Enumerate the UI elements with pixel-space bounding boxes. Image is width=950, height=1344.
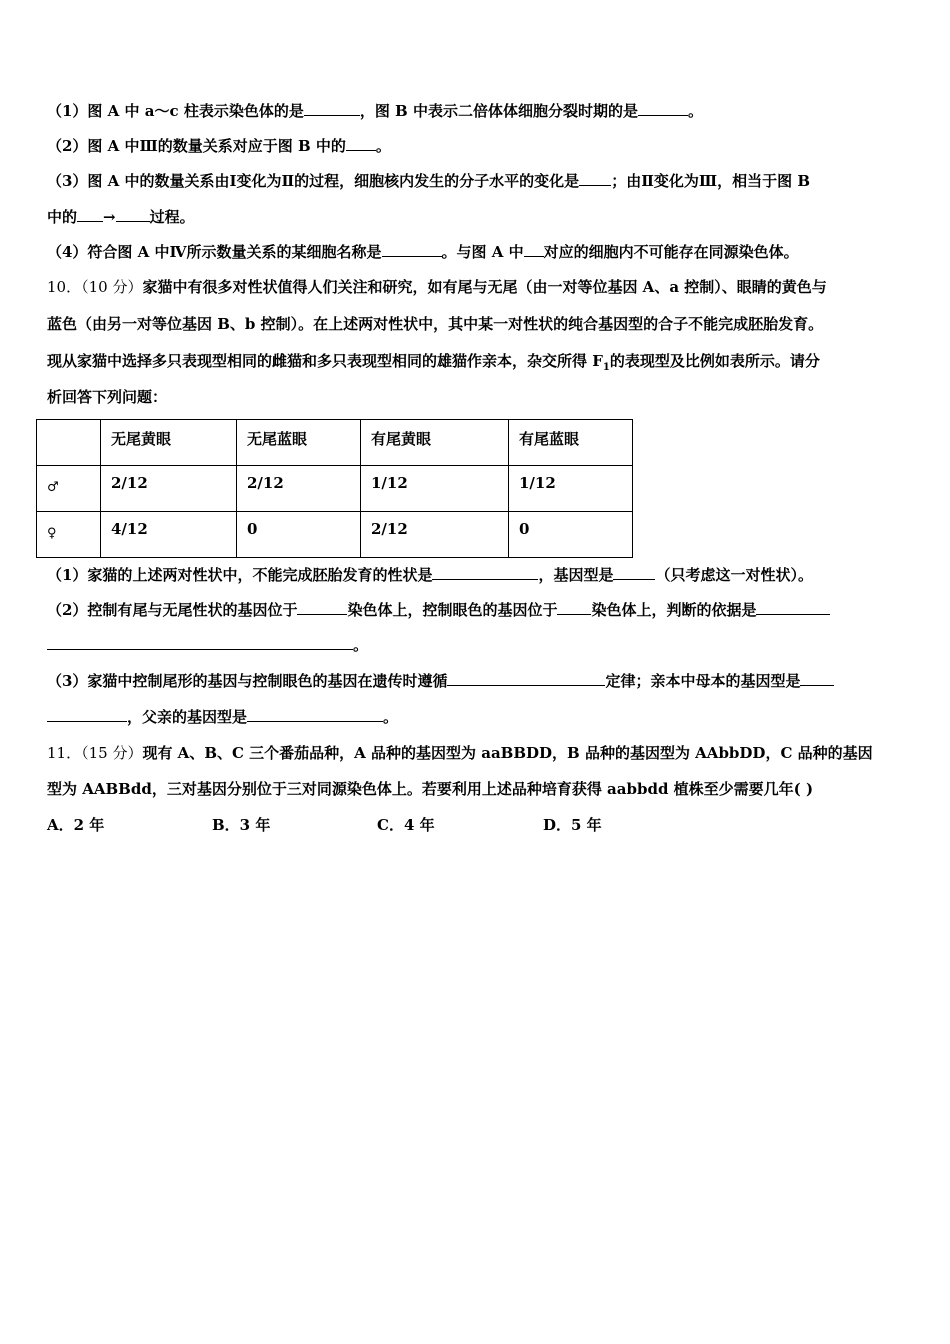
table-cell: 4/12 [101,512,237,558]
q9-part2: （2）图 A 中Ⅲ的数量关系对应于图 B 中的 。 [47,137,391,155]
q9-part3: （3）图 A 中的数量关系由Ⅰ变化为Ⅱ的过程，细胞核内发生的分子水平的变化是 ；由Ⅱ变化为Ⅲ，相当于图 B [47,172,810,190]
table-cell: 1/12 [509,466,633,512]
table-cell: 1/12 [361,466,509,512]
q11-option-c[interactable]: C．4 年 [377,816,435,834]
q11-stem-line2: 型为 AABBdd，三对基因分别位于三对同源染色体上。若要利用上述品种培育获得 aabbdd 植株至少需要几年( ) [47,780,814,798]
q10-number: 10．（10 分） [47,278,143,296]
female-symbol: ♀ [37,512,101,558]
table-cell: 2/12 [237,466,361,512]
q11-option-d[interactable]: D．5 年 [543,816,602,834]
q10-sub3-cont: ，父亲的基因型是 。 [47,706,398,728]
table-header-row [37,420,633,466]
q11-option-a[interactable]: A．2 年 [47,816,105,834]
table-header-cell [37,420,101,466]
male-symbol: ♂ [37,466,101,512]
q11-stem-line1: 11．（15 分）现有 A、B、C 三个番茄品种，A 品种的基因型为 aaBBDD，B 品种的基因型为 AAbbDD，C 品种的基因 [47,744,873,762]
q10-sub2-cont: 。 [47,634,368,656]
q10-sub3: （3）家猫中控制尾形的基因与控制眼色的基因在遗传时遵循 定律；亲本中母本的基因型是 [47,670,834,692]
table-cell: 2/12 [361,512,509,558]
q10-stem-line3: 现从家猫中选择多只表现型相同的雌猫和多只表现型相同的雄猫作亲本，杂交所得 $F_1$的表现型及比例如表所示。请分 [47,352,820,373]
q10-stem-line4: 析回答下列问题： [47,388,168,406]
phenotype-table [36,419,633,558]
table-cell: 0 [509,512,633,558]
table-row [37,466,633,512]
table-header-cell: 有尾黄眼 [361,420,509,466]
q10-stem-line1: 10．（10 分）家猫中有很多对性状值得人们关注和研究，如有尾与无尾（由一对等位基因 A、a 控制）、眼睛的黄色与 [47,278,827,296]
table-header-cell: 有尾蓝眼 [509,420,633,466]
q9-part1: （1）图 A 中 a～c 柱表示染色体的是 ，图 B 中表示二倍体体细胞分裂时期的是 。 [47,102,703,120]
q9-part4: （4）符合图 A 中Ⅳ所示数量关系的某细胞名称是 。与图 A 中 对应的细胞内不可能存在同源染色体。 [47,243,799,261]
q10-stem-line2: 蓝色（由另一对等位基因 B、b 控制）。在上述两对性状中，其中某一对性状的纯合基因型的合子不能完成胚胎发育。 [47,315,824,333]
q9-part3-cont: 中的 → 过程。 [47,208,195,226]
table-cell: 0 [237,512,361,558]
q10-sub1: （1）家猫的上述两对性状中，不能完成胚胎发育的性状是 ，基因型是 （只考虑这一对性状）。 [47,566,813,584]
q11-option-b[interactable]: B．3 年 [212,816,271,834]
table-cell: 2/12 [101,466,237,512]
q10-sub2: （2）控制有尾与无尾性状的基因位于 染色体上，控制眼色的基因位于 染色体上，判断的依据是 [47,599,830,621]
q11-number: 11．（15 分） [47,744,143,762]
table-header-cell: 无尾黄眼 [101,420,237,466]
table-row [37,512,633,558]
table-header-cell: 无尾蓝眼 [237,420,361,466]
